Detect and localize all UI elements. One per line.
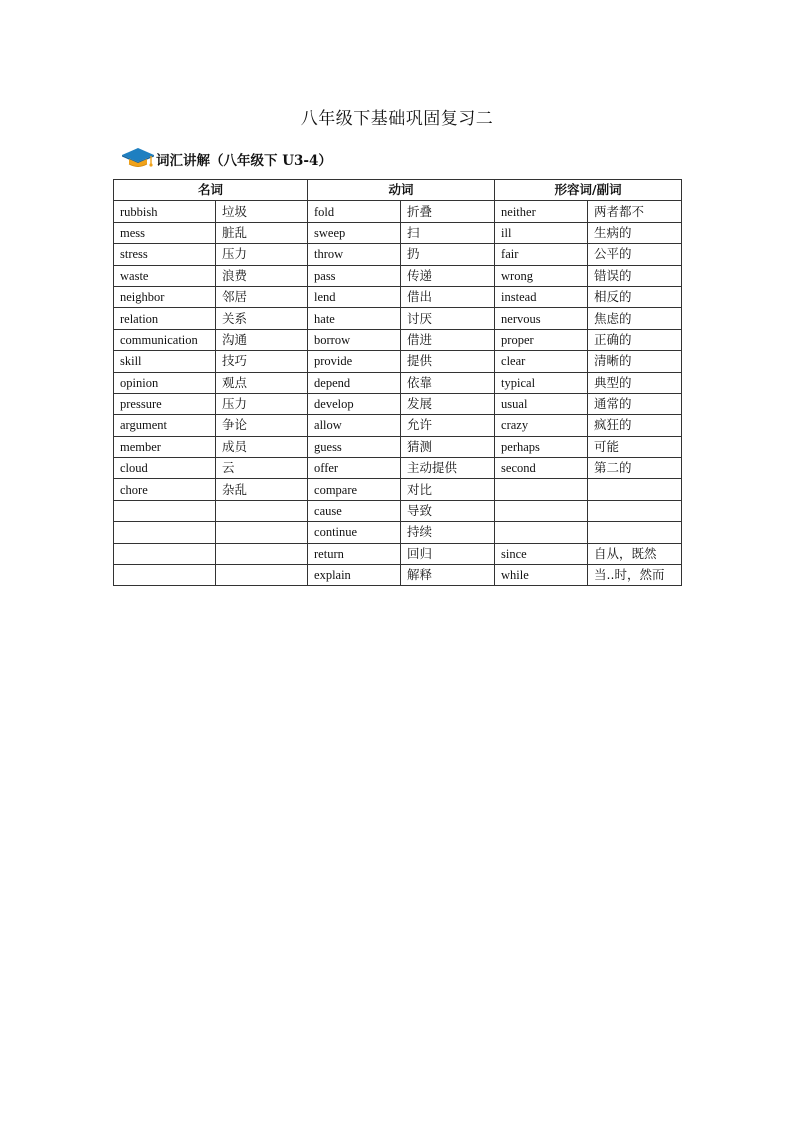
adj-word-cell: proper: [495, 329, 588, 350]
noun-word-cell: rubbish: [114, 201, 216, 222]
header-verbs: 动词: [308, 180, 495, 201]
noun-meaning-cell: 压力: [216, 393, 308, 414]
noun-meaning-cell: 观点: [216, 372, 308, 393]
noun-meaning-cell: 压力: [216, 244, 308, 265]
noun-meaning-cell: 技巧: [216, 351, 308, 372]
adj-meaning-cell: 正确的: [588, 329, 682, 350]
verb-meaning-cell: 借进: [401, 329, 495, 350]
adj-word-cell: crazy: [495, 415, 588, 436]
table-row: [114, 201, 682, 222]
verb-word-cell: lend: [308, 286, 401, 307]
section-header: [120, 144, 332, 170]
verb-word-cell: hate: [308, 308, 401, 329]
graduation-cap-icon: [120, 144, 156, 170]
verb-meaning-cell: 借出: [401, 286, 495, 307]
noun-word-cell: waste: [114, 265, 216, 286]
table-header-row: [114, 180, 682, 201]
adj-word-cell: ill: [495, 222, 588, 243]
verb-word-cell: continue: [308, 522, 401, 543]
header-adjectives-adverbs: 形容词/副词: [495, 180, 682, 201]
table-row: [114, 286, 682, 307]
noun-meaning-cell: 邻居: [216, 286, 308, 307]
verb-word-cell: return: [308, 543, 401, 564]
noun-word-cell: [114, 522, 216, 543]
noun-word-cell: [114, 500, 216, 521]
verb-word-cell: allow: [308, 415, 401, 436]
table-row: [114, 479, 682, 500]
noun-word-cell: communication: [114, 329, 216, 350]
adj-word-cell: [495, 522, 588, 543]
table-row: [114, 244, 682, 265]
adj-meaning-cell: 错误的: [588, 265, 682, 286]
verb-meaning-cell: 导致: [401, 500, 495, 521]
verb-meaning-cell: 传递: [401, 265, 495, 286]
verb-meaning-cell: 扔: [401, 244, 495, 265]
table-row: [114, 458, 682, 479]
verb-word-cell: cause: [308, 500, 401, 521]
adj-word-cell: perhaps: [495, 436, 588, 457]
verb-meaning-cell: 主动提供: [401, 458, 495, 479]
adj-meaning-cell: [588, 522, 682, 543]
noun-meaning-cell: [216, 522, 308, 543]
table-row: [114, 415, 682, 436]
adj-word-cell: [495, 479, 588, 500]
verb-meaning-cell: 对比: [401, 479, 495, 500]
adj-word-cell: neither: [495, 201, 588, 222]
adj-meaning-cell: 通常的: [588, 393, 682, 414]
table-row: [114, 522, 682, 543]
verb-meaning-cell: 提供: [401, 351, 495, 372]
verb-meaning-cell: 折叠: [401, 201, 495, 222]
adj-meaning-cell: 清晰的: [588, 351, 682, 372]
verb-meaning-cell: 解释: [401, 565, 495, 586]
verb-word-cell: guess: [308, 436, 401, 457]
verb-word-cell: offer: [308, 458, 401, 479]
adj-meaning-cell: 公平的: [588, 244, 682, 265]
noun-meaning-cell: 云: [216, 458, 308, 479]
noun-word-cell: skill: [114, 351, 216, 372]
noun-word-cell: opinion: [114, 372, 216, 393]
noun-meaning-cell: 成员: [216, 436, 308, 457]
adj-word-cell: since: [495, 543, 588, 564]
noun-meaning-cell: 垃圾: [216, 201, 308, 222]
verb-word-cell: compare: [308, 479, 401, 500]
verb-meaning-cell: 猜测: [401, 436, 495, 457]
verb-word-cell: borrow: [308, 329, 401, 350]
noun-meaning-cell: [216, 543, 308, 564]
adj-meaning-cell: 可能: [588, 436, 682, 457]
adj-word-cell: second: [495, 458, 588, 479]
verb-meaning-cell: 允许: [401, 415, 495, 436]
verb-word-cell: sweep: [308, 222, 401, 243]
verb-word-cell: depend: [308, 372, 401, 393]
table-row: [114, 372, 682, 393]
adj-word-cell: usual: [495, 393, 588, 414]
verb-meaning-cell: 依靠: [401, 372, 495, 393]
noun-word-cell: member: [114, 436, 216, 457]
adj-meaning-cell: 相反的: [588, 286, 682, 307]
table-row: [114, 222, 682, 243]
table-row: [114, 500, 682, 521]
table-row: [114, 543, 682, 564]
table-row: [114, 329, 682, 350]
adj-word-cell: nervous: [495, 308, 588, 329]
noun-word-cell: pressure: [114, 393, 216, 414]
adj-meaning-cell: 两者都不: [588, 201, 682, 222]
verb-meaning-cell: 扫: [401, 222, 495, 243]
noun-meaning-cell: 沟通: [216, 329, 308, 350]
noun-meaning-cell: [216, 565, 308, 586]
vocabulary-table: [113, 179, 682, 586]
adj-word-cell: [495, 500, 588, 521]
adj-meaning-cell: 生病的: [588, 222, 682, 243]
noun-meaning-cell: 脏乱: [216, 222, 308, 243]
verb-meaning-cell: 讨厌: [401, 308, 495, 329]
adj-meaning-cell: 典型的: [588, 372, 682, 393]
adj-meaning-cell: 第二的: [588, 458, 682, 479]
verb-meaning-cell: 持续: [401, 522, 495, 543]
adj-meaning-cell: [588, 500, 682, 521]
table-row: [114, 265, 682, 286]
adj-word-cell: while: [495, 565, 588, 586]
noun-meaning-cell: 关系: [216, 308, 308, 329]
noun-word-cell: [114, 565, 216, 586]
adj-word-cell: typical: [495, 372, 588, 393]
table-body: [114, 201, 682, 586]
adj-meaning-cell: 自从，既然: [588, 543, 682, 564]
adj-word-cell: clear: [495, 351, 588, 372]
verb-word-cell: fold: [308, 201, 401, 222]
noun-word-cell: neighbor: [114, 286, 216, 307]
adj-word-cell: fair: [495, 244, 588, 265]
noun-meaning-cell: 杂乱: [216, 479, 308, 500]
adj-meaning-cell: 疯狂的: [588, 415, 682, 436]
noun-word-cell: stress: [114, 244, 216, 265]
noun-word-cell: mess: [114, 222, 216, 243]
table-row: [114, 393, 682, 414]
noun-word-cell: [114, 543, 216, 564]
noun-word-cell: cloud: [114, 458, 216, 479]
table-row: [114, 565, 682, 586]
verb-meaning-cell: 回归: [401, 543, 495, 564]
table-row: [114, 351, 682, 372]
noun-meaning-cell: [216, 500, 308, 521]
verb-word-cell: provide: [308, 351, 401, 372]
header-nouns: 名词: [114, 180, 308, 201]
section-heading: 词汇讲解（八年级下 U3-4）: [156, 153, 332, 169]
table-row: [114, 308, 682, 329]
verb-word-cell: explain: [308, 565, 401, 586]
noun-word-cell: relation: [114, 308, 216, 329]
verb-word-cell: pass: [308, 265, 401, 286]
adj-meaning-cell: [588, 479, 682, 500]
adj-meaning-cell: 焦虑的: [588, 308, 682, 329]
noun-word-cell: argument: [114, 415, 216, 436]
adj-word-cell: wrong: [495, 265, 588, 286]
verb-word-cell: throw: [308, 244, 401, 265]
verb-meaning-cell: 发展: [401, 393, 495, 414]
adj-word-cell: instead: [495, 286, 588, 307]
adj-meaning-cell: 当..时，然而: [588, 565, 682, 586]
page-title: 八年级下基础巩固复习二: [300, 109, 494, 129]
table-row: [114, 436, 682, 457]
noun-meaning-cell: 浪费: [216, 265, 308, 286]
verb-word-cell: develop: [308, 393, 401, 414]
noun-word-cell: chore: [114, 479, 216, 500]
noun-meaning-cell: 争论: [216, 415, 308, 436]
